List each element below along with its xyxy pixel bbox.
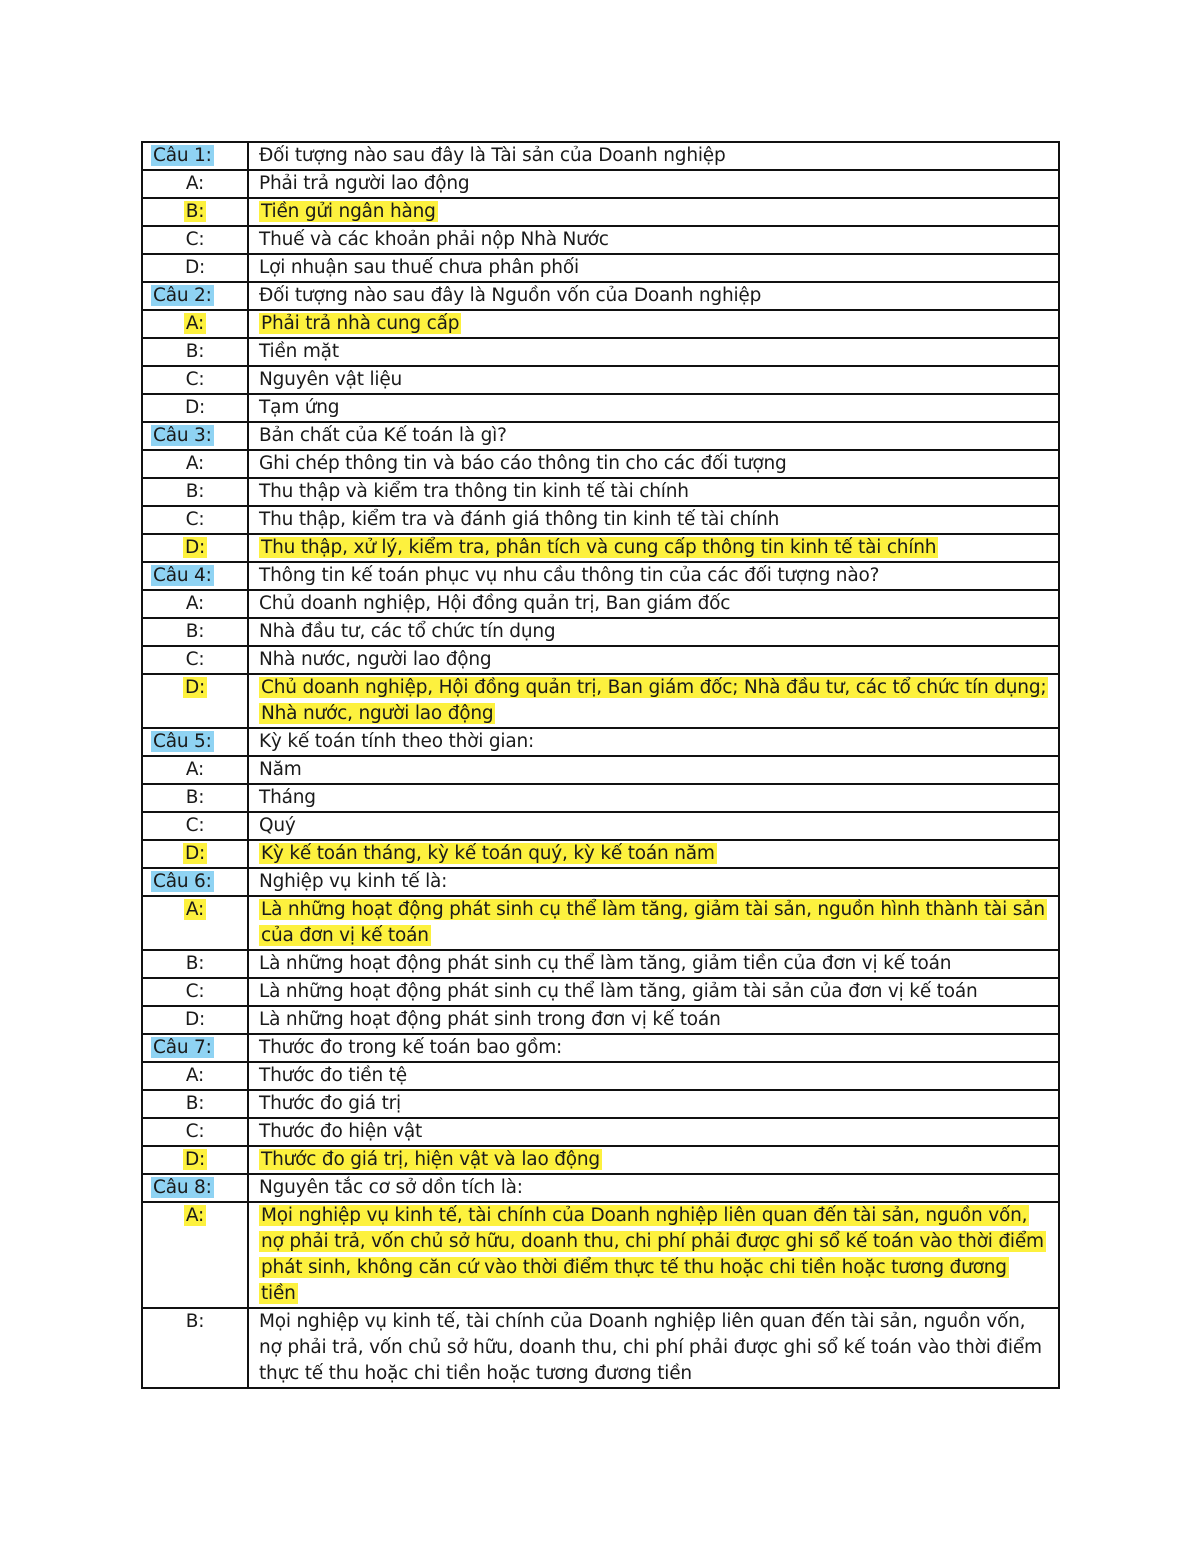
- option-letter: A:: [185, 899, 205, 920]
- question-text: Nghiệp vụ kinh tế là:: [259, 871, 448, 892]
- option-text-cell: [248, 366, 1059, 394]
- option-letter-cell: [142, 1146, 248, 1174]
- question-text: Đối tượng nào sau đây là Nguồn vốn của Doanh nghiệp: [259, 285, 762, 306]
- option-text: Chủ doanh nghiệp, Hội đồng quản trị, Ban giám đốc: [259, 593, 731, 614]
- option-text-cell: [248, 394, 1059, 422]
- question-row: [142, 422, 1059, 450]
- option-text-cell: [248, 1118, 1059, 1146]
- option-row: [142, 338, 1059, 366]
- option-letter-cell: [142, 1308, 248, 1388]
- option-row: [142, 198, 1059, 226]
- option-text-cell: [248, 618, 1059, 646]
- option-text-cell: [248, 896, 1059, 950]
- question-number: Câu 3:: [153, 425, 212, 446]
- option-row: [142, 226, 1059, 254]
- question-text: Đối tượng nào sau đây là Tài sản của Doanh nghiệp: [259, 145, 726, 166]
- option-letter-cell: [142, 950, 248, 978]
- correct-answer-text: Thước đo giá trị, hiện vật và lao động: [261, 1149, 600, 1170]
- option-letter: C:: [185, 1121, 205, 1142]
- option-letter: B:: [185, 201, 205, 222]
- option-text: Tiền mặt: [259, 341, 339, 362]
- option-row: [142, 366, 1059, 394]
- question-text-cell: [248, 142, 1059, 170]
- option-row: [142, 1308, 1059, 1388]
- option-letter: C:: [185, 981, 205, 1002]
- question-number-cell: [142, 422, 248, 450]
- question-text: Thông tin kế toán phục vụ nhu cầu thông tin của các đối tượng nào?: [259, 565, 880, 586]
- option-letter-cell: [142, 674, 248, 728]
- option-text-cell: [248, 784, 1059, 812]
- option-text: Tạm ứng: [259, 397, 340, 418]
- option-text-cell: [248, 534, 1059, 562]
- correct-answer-text: Thu thập, xử lý, kiểm tra, phân tích và cung cấp thông tin kinh tế tài chính: [261, 537, 937, 558]
- correct-answer-text: Tiền gửi ngân hàng: [261, 201, 436, 222]
- option-letter: B:: [185, 1093, 205, 1114]
- option-letter-cell: [142, 450, 248, 478]
- question-text-cell: [248, 728, 1059, 756]
- question-row: [142, 1034, 1059, 1062]
- option-letter: B:: [185, 481, 205, 502]
- question-number-cell: [142, 728, 248, 756]
- option-row: [142, 896, 1059, 950]
- option-letter-cell: [142, 1202, 248, 1308]
- option-letter-cell: [142, 756, 248, 784]
- option-row: [142, 534, 1059, 562]
- option-text: Thu thập, kiểm tra và đánh giá thông tin kinh tế tài chính: [259, 509, 780, 530]
- option-text-cell: [248, 1146, 1059, 1174]
- question-text-cell: [248, 282, 1059, 310]
- question-text-cell: [248, 1174, 1059, 1202]
- option-letter: D:: [184, 397, 206, 418]
- quiz-table-body: [142, 142, 1059, 1388]
- question-row: [142, 282, 1059, 310]
- option-text: Mọi nghiệp vụ kinh tế, tài chính của Doanh nghiệp liên quan đến tài sản, nguồn vốn, nợ phải trả, vốn chủ sở hữu, doanh thu, chi phí phải được ghi sổ kế toán vào thời điểm thực tế thu hoặc chi tiền hoặc tương đương tiền: [259, 1311, 1042, 1384]
- option-letter: D:: [184, 843, 206, 864]
- option-letter-cell: [142, 506, 248, 534]
- option-letter-cell: [142, 1062, 248, 1090]
- option-text: Phải trả người lao động: [259, 173, 470, 194]
- option-row: [142, 812, 1059, 840]
- option-letter: C:: [185, 509, 205, 530]
- option-text-cell: [248, 478, 1059, 506]
- option-letter-cell: [142, 338, 248, 366]
- question-number: Câu 7:: [153, 1037, 212, 1058]
- option-text-cell: [248, 1062, 1059, 1090]
- option-row: [142, 394, 1059, 422]
- option-letter: B:: [185, 953, 205, 974]
- option-row: [142, 1090, 1059, 1118]
- question-text: Kỳ kế toán tính theo thời gian:: [259, 731, 535, 752]
- option-row: [142, 1006, 1059, 1034]
- option-letter: A:: [185, 313, 205, 334]
- question-number: Câu 4:: [153, 565, 212, 586]
- question-number: Câu 6:: [153, 871, 212, 892]
- quiz-page: [141, 141, 1060, 1389]
- option-text-cell: [248, 590, 1059, 618]
- option-text: Là những hoạt động phát sinh cụ thể làm tăng, giảm tiền của đơn vị kế toán: [259, 953, 952, 974]
- question-text: Nguyên tắc cơ sở dồn tích là:: [259, 1177, 523, 1198]
- option-letter: D:: [184, 677, 206, 698]
- option-letter-cell: [142, 1090, 248, 1118]
- option-row: [142, 506, 1059, 534]
- option-letter-cell: [142, 534, 248, 562]
- question-text: Thước đo trong kế toán bao gồm:: [259, 1037, 563, 1058]
- option-letter: C:: [185, 815, 205, 836]
- option-text: Năm: [259, 759, 302, 780]
- option-text: Thước đo hiện vật: [259, 1121, 423, 1142]
- option-letter: A:: [185, 453, 205, 474]
- option-text-cell: [248, 756, 1059, 784]
- option-letter-cell: [142, 1006, 248, 1034]
- option-text-cell: [248, 254, 1059, 282]
- correct-answer-text: Kỳ kế toán tháng, kỳ kế toán quý, kỳ kế toán năm: [261, 843, 715, 864]
- option-row: [142, 170, 1059, 198]
- option-text: Thu thập và kiểm tra thông tin kinh tế tài chính: [259, 481, 689, 502]
- option-text: Ghi chép thông tin và báo cáo thông tin cho các đối tượng: [259, 453, 787, 474]
- option-row: [142, 978, 1059, 1006]
- option-text-cell: [248, 1006, 1059, 1034]
- option-letter: D:: [184, 257, 206, 278]
- option-row: [142, 618, 1059, 646]
- option-text-cell: [248, 1090, 1059, 1118]
- option-row: [142, 478, 1059, 506]
- option-letter-cell: [142, 366, 248, 394]
- option-row: [142, 254, 1059, 282]
- option-row: [142, 590, 1059, 618]
- question-number-cell: [142, 1034, 248, 1062]
- question-number: Câu 5:: [153, 731, 212, 752]
- option-text: Thước đo tiền tệ: [259, 1065, 407, 1086]
- option-text-cell: [248, 812, 1059, 840]
- option-text: Nhà đầu tư, các tổ chức tín dụng: [259, 621, 556, 642]
- option-text-cell: [248, 338, 1059, 366]
- option-row: [142, 784, 1059, 812]
- option-text-cell: [248, 1202, 1059, 1308]
- option-letter: C:: [185, 229, 205, 250]
- option-letter-cell: [142, 646, 248, 674]
- option-letter-cell: [142, 618, 248, 646]
- correct-answer-text: Chủ doanh nghiệp, Hội đồng quản trị, Ban giám đốc; Nhà đầu tư, các tổ chức tín dụng; Nhà nước, người lao động: [261, 677, 1047, 724]
- option-letter: B:: [185, 621, 205, 642]
- option-text-cell: [248, 674, 1059, 728]
- question-number: Câu 8:: [153, 1177, 212, 1198]
- option-text-cell: [248, 170, 1059, 198]
- option-row: [142, 840, 1059, 868]
- option-row: [142, 646, 1059, 674]
- option-letter-cell: [142, 226, 248, 254]
- option-text-cell: [248, 978, 1059, 1006]
- option-row: [142, 450, 1059, 478]
- option-text-cell: [248, 646, 1059, 674]
- option-text-cell: [248, 506, 1059, 534]
- option-row: [142, 1118, 1059, 1146]
- option-letter: C:: [185, 649, 205, 670]
- question-number-cell: [142, 142, 248, 170]
- question-text-cell: [248, 868, 1059, 896]
- option-letter-cell: [142, 896, 248, 950]
- option-letter-cell: [142, 812, 248, 840]
- option-letter-cell: [142, 198, 248, 226]
- question-number-cell: [142, 868, 248, 896]
- option-letter-cell: [142, 978, 248, 1006]
- option-letter-cell: [142, 840, 248, 868]
- option-letter: A:: [185, 173, 205, 194]
- option-letter: A:: [185, 1205, 205, 1226]
- question-row: [142, 728, 1059, 756]
- option-text: Lợi nhuận sau thuế chưa phân phối: [259, 257, 579, 278]
- quiz-table: [141, 141, 1060, 1389]
- option-text-cell: [248, 1308, 1059, 1388]
- option-row: [142, 310, 1059, 338]
- question-number-cell: [142, 1174, 248, 1202]
- option-text: Quý: [259, 815, 296, 836]
- option-letter: B:: [185, 787, 205, 808]
- correct-answer-text: Là những hoạt động phát sinh cụ thể làm tăng, giảm tài sản, nguồn hình thành tài sản của đơn vị kế toán: [261, 899, 1045, 946]
- option-letter: A:: [185, 593, 205, 614]
- option-letter: A:: [185, 1065, 205, 1086]
- option-letter-cell: [142, 394, 248, 422]
- question-row: [142, 142, 1059, 170]
- question-number: Câu 2:: [153, 285, 212, 306]
- option-letter: D:: [184, 1009, 206, 1030]
- option-row: [142, 674, 1059, 728]
- option-text: Thuế và các khoản phải nộp Nhà Nước: [259, 229, 609, 250]
- question-number-cell: [142, 562, 248, 590]
- option-text-cell: [248, 226, 1059, 254]
- question-text: Bản chất của Kế toán là gì?: [259, 425, 507, 446]
- question-text-cell: [248, 1034, 1059, 1062]
- question-row: [142, 1174, 1059, 1202]
- option-letter: B:: [185, 341, 205, 362]
- option-text: Nhà nước, người lao động: [259, 649, 492, 670]
- option-letter-cell: [142, 254, 248, 282]
- option-text-cell: [248, 198, 1059, 226]
- question-text-cell: [248, 422, 1059, 450]
- option-letter-cell: [142, 784, 248, 812]
- option-letter: C:: [185, 369, 205, 390]
- option-letter: D:: [184, 537, 206, 558]
- option-row: [142, 950, 1059, 978]
- option-row: [142, 1202, 1059, 1308]
- correct-answer-text: Mọi nghiệp vụ kinh tế, tài chính của Doanh nghiệp liên quan đến tài sản, nguồn vốn, nợ phải trả, vốn chủ sở hữu, doanh thu, chi phí phải được ghi sổ kế toán vào thời điểm phát sinh, không căn cứ vào thời điểm thực tế thu hoặc chi tiền hoặc tương đương tiền: [261, 1205, 1044, 1304]
- option-letter-cell: [142, 1118, 248, 1146]
- question-text-cell: [248, 562, 1059, 590]
- question-number-cell: [142, 282, 248, 310]
- option-letter-cell: [142, 590, 248, 618]
- question-number: Câu 1:: [153, 145, 212, 166]
- question-row: [142, 562, 1059, 590]
- option-letter: B:: [185, 1311, 205, 1332]
- option-text: Thước đo giá trị: [259, 1093, 401, 1114]
- question-row: [142, 868, 1059, 896]
- option-text: Tháng: [259, 787, 316, 808]
- option-letter: A:: [185, 759, 205, 780]
- correct-answer-text: Phải trả nhà cung cấp: [261, 313, 460, 334]
- option-text-cell: [248, 840, 1059, 868]
- option-text: Là những hoạt động phát sinh cụ thể làm tăng, giảm tài sản của đơn vị kế toán: [259, 981, 978, 1002]
- option-row: [142, 756, 1059, 784]
- option-row: [142, 1062, 1059, 1090]
- option-text-cell: [248, 310, 1059, 338]
- option-letter-cell: [142, 310, 248, 338]
- option-letter: D:: [184, 1149, 206, 1170]
- option-letter-cell: [142, 170, 248, 198]
- option-row: [142, 1146, 1059, 1174]
- option-text: Nguyên vật liệu: [259, 369, 403, 390]
- option-text-cell: [248, 950, 1059, 978]
- option-letter-cell: [142, 478, 248, 506]
- option-text: Là những hoạt động phát sinh trong đơn vị kế toán: [259, 1009, 721, 1030]
- option-text-cell: [248, 450, 1059, 478]
